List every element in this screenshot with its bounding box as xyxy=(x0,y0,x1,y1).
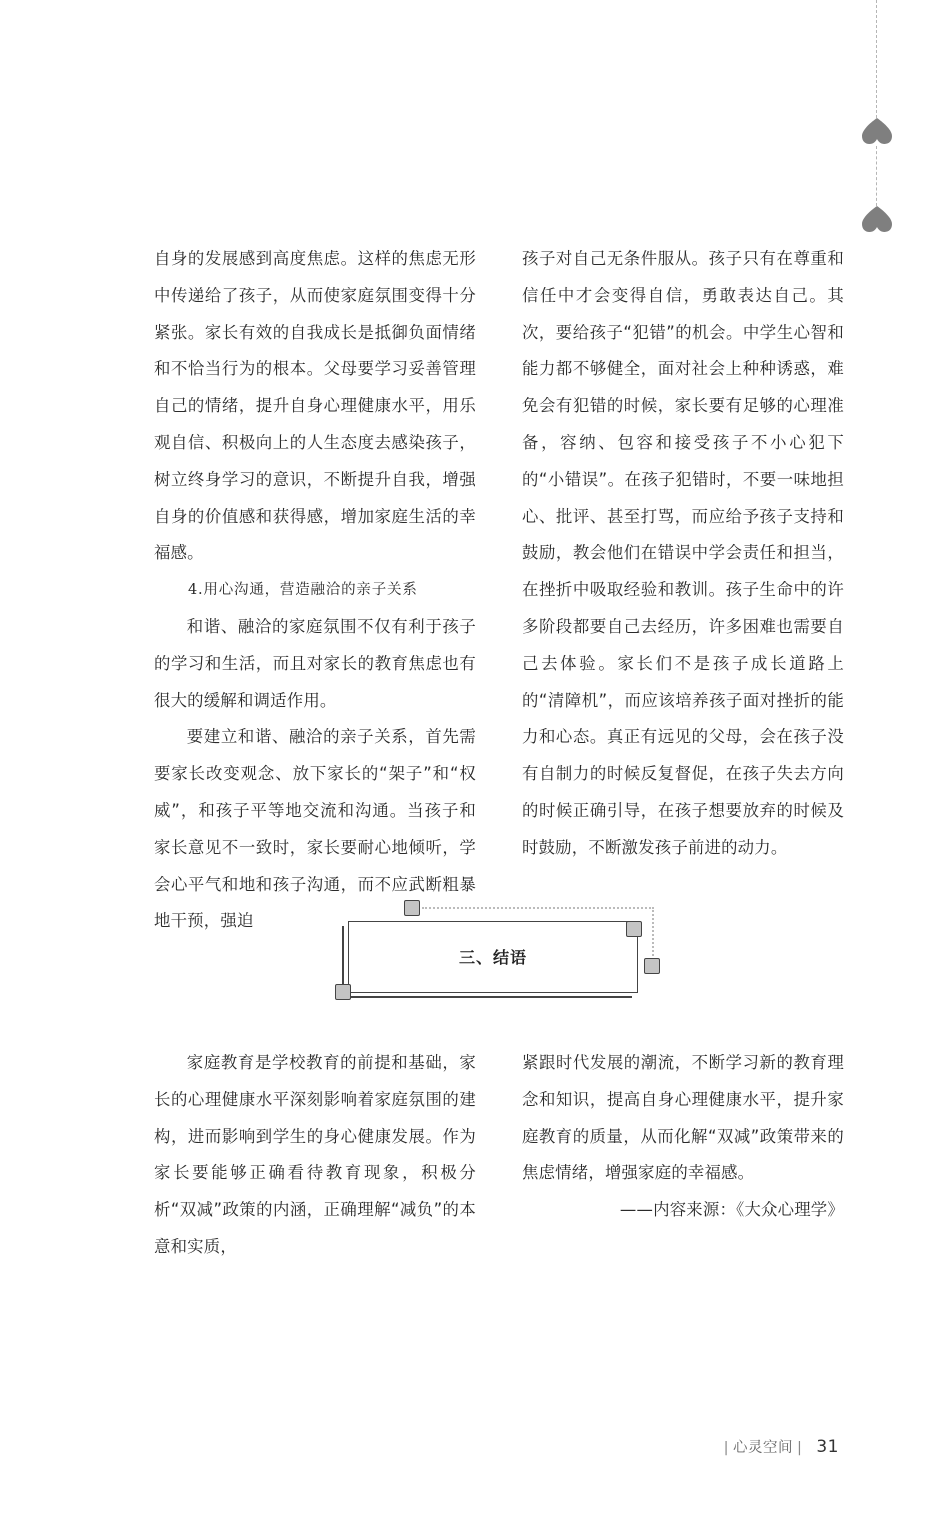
heart-icon xyxy=(862,118,892,144)
frame-corner-square xyxy=(626,921,642,937)
paragraph: 孩子对自己无条件服从。孩子只有在尊重和信任中才会变得自信，勇敢表达自己。其次，要给孩子“犯错”的机会。中学生心智和能力都不够健全，面对社会上种种诱惑，难免会有犯错的时候，家长要有足够的心理准备，容纳、包容和接受孩子不小心犯下的“小错误”。在孩子犯错时，不要一味地担心、批评、甚至打骂，而应给予孩子支持和鼓励，教会他们在错误中学会责任和担当，在挫折中吸取经验和教训。孩子生命中的许多阶段都要自己去经历，许多困难也需要自己去体验。家长们不是孩子成长道路上的“清障机”，而应该培养孩子面对挫折的能力和心态。真正有远见的父母，会在孩子没有自制力的时候反复督促，在孩子失去方向的时候正确引导，在孩子想要放弃的时候及时鼓励，不断激发孩子前进的动力。 xyxy=(522,249,844,857)
article-column-right xyxy=(522,241,844,867)
side-dashed-line-top xyxy=(876,0,877,118)
divider: | xyxy=(723,1440,729,1456)
paragraph: 要建立和谐、融洽的亲子关系，首先需要家长改变观念、放下家长的“架子”和“权威”，和孩子平等地交流和沟通。当孩子和家长意见不一致时，家长要耐心地倾听，学会心平气和地和孩子沟通，而不应武断粗暴地干预，强迫 xyxy=(154,727,476,931)
side-dashed-line-middle xyxy=(876,146,877,206)
paragraph: 和谐、融洽的家庭氛围不仅有利于孩子的学习和生活，而且对家长的教育焦虑也有很大的缓解和调适作用。 xyxy=(154,616,476,710)
frame-corner-square xyxy=(644,958,660,974)
source-citation: ——内容来源：《大众心理学》 xyxy=(619,1200,844,1220)
frame-corner-square xyxy=(404,900,420,916)
subsection-heading: 4.用心沟通，营造融洽的亲子关系 xyxy=(188,582,418,599)
paragraph: 家庭教育是学校教育的前提和基础，家长的心理健康水平深刻影响着家庭氛围的建构，进而影响到学生的身心健康发展。作为家长要能够正确看待教育现象，积极分析“双减”政策的内涵，正确理解“减负”的本意和实质， xyxy=(154,1053,476,1256)
conclusion-column-left xyxy=(154,1045,476,1266)
page-number: 31 xyxy=(816,1437,839,1457)
section-title: 三、结语 xyxy=(458,948,527,967)
frame-corner-square xyxy=(335,984,351,1000)
section-header-box xyxy=(330,895,670,1005)
divider: | xyxy=(796,1440,803,1456)
paragraph: 自身的发展感到高度焦虑。这样的焦虑无形中传递给了孩子，从而使家庭氛围变得十分紧张。家长有效的自我成长是抵御负面情绪和不恰当行为的根本。父母要学习妥善管理自己的情绪，提升自身心理健康水平，用乐观自信、积极向上的人生态度去感染孩子，树立终身学习的意识，不断提升自我，增强自身的价值感和获得感，增加家庭生活的幸福感。 xyxy=(154,249,476,563)
paragraph: 紧跟时代发展的潮流，不断学习新的教育理念和知识，提高自身心理健康水平，提升家庭教育的质量，从而化解“双减”政策带来的焦虑情绪，增强家庭的幸福感。 xyxy=(522,1053,844,1183)
page-footer xyxy=(720,1436,839,1457)
article-column-left xyxy=(154,241,476,940)
footer-section-name: 心灵空间 xyxy=(732,1440,793,1456)
conclusion-column-right xyxy=(522,1045,844,1229)
heart-icon xyxy=(862,206,892,232)
dotted-connector xyxy=(422,907,654,909)
dotted-connector xyxy=(652,907,654,963)
section-frame xyxy=(348,921,638,993)
